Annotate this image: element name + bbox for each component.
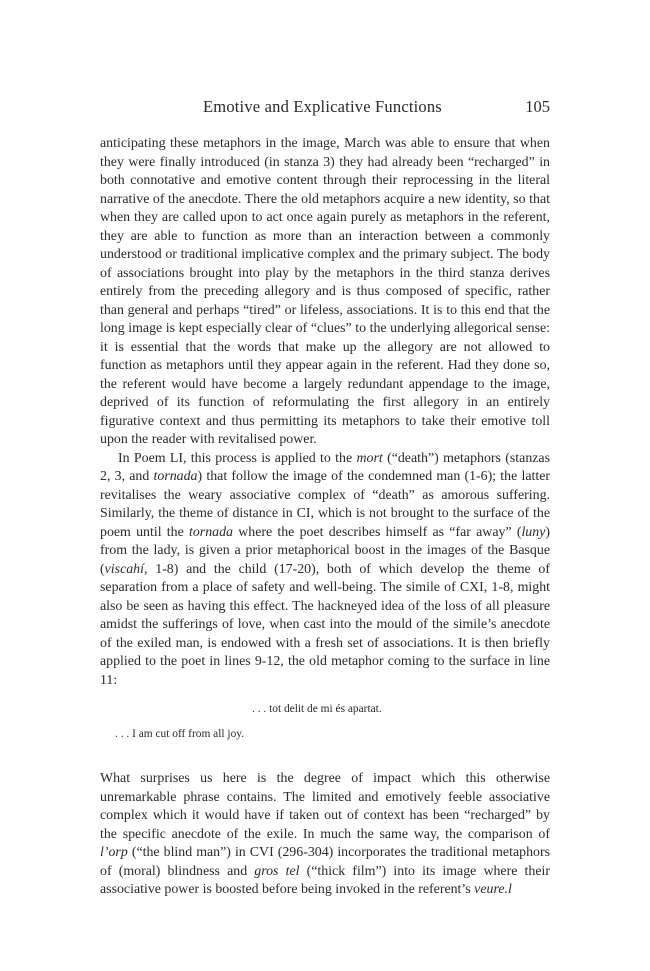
- running-title: Emotive and Explicative Functions: [203, 97, 442, 116]
- page-number: 105: [525, 97, 550, 116]
- paragraph-3: What surprises us here is the degree of impact which this otherwise unremarkable phrase contains. The limited and emotively feeble associative complex which it would have if taken out of context has been “recharged” by the specific anecdote of the exile. In much the same way, the comparison of l’orp (“the blind man”) in CVI (296-304) incorporates the traditional metaphors of (moral) blindness and gros tel (“thick film”) into its image where their associative power is boosted before being invoked in the referent’s veure.l: [100, 771, 550, 897]
- quotation-original: . . . tot delit de mi és apartat.: [252, 703, 382, 715]
- page-header: [100, 97, 550, 119]
- paragraph-1: anticipating these metaphors in the image, March was able to ensure that when they were finally introduced (in stanza 3) they had already been “recharged” in both connotative and emotive content through their reprocessing in the literal narrative of the anecdote. There the old metaphors acquire a new identity, so that when they are called upon to act once again purely as metaphors in the referent, they are able to function as more than an interaction between a commonly understood or traditional implicative complex and the primary subject. The body of associations brought into play by the metaphors in the third stanza derives entirely from the preceding allegory and is thus composed of specific, rather than general and perhaps “tired” or lifeless, associations. It is to this end that the long image is kept especially clear of “clues” to the underlying allegorical sense: it is essential that the words that make up the allegory are not allowed to function as metaphors until they appear again in the referent. Had they done so, the referent would have become a largely redundant appendage to the image, deprived of its function of reformulating the first allegory in an entirely figurative context and thus permitting its metaphors to take their emotive toll upon the reader with revitalised power.: [100, 136, 550, 447]
- paragraph-2: In Poem LI, this process is applied to the mort (“death”) metaphors (stanzas 2, 3, and tornada) that follow the image of the condemned man (1-6); the latter revitalises the weary associative complex of “death” as amorous suffering. Similarly, the theme of distance in CI, which is not brought to the surface of the poem until the tornada where the poet describes himself as “far away” (luny) from the lady, is given a prior metaphorical boost in the images of the Basque (viscahí, 1-8) and the child (17-20), both of which develop the theme of separation from a place of safety and well-being. The simile of CXI, 1-8, might also be seen as having this effect. The hackneyed idea of the loss of all pleasure amidst the sufferings of love, when cast into the mould of the simile’s anecdote of the exiled man, is endowed with a fresh set of associations. It is then briefly applied to the poet in lines 9-12, the old metaphor coming to the surface in line 11:: [100, 450, 551, 688]
- quotation-translation: . . . I am cut off from all joy.: [115, 728, 245, 740]
- body-text: [100, 135, 550, 900]
